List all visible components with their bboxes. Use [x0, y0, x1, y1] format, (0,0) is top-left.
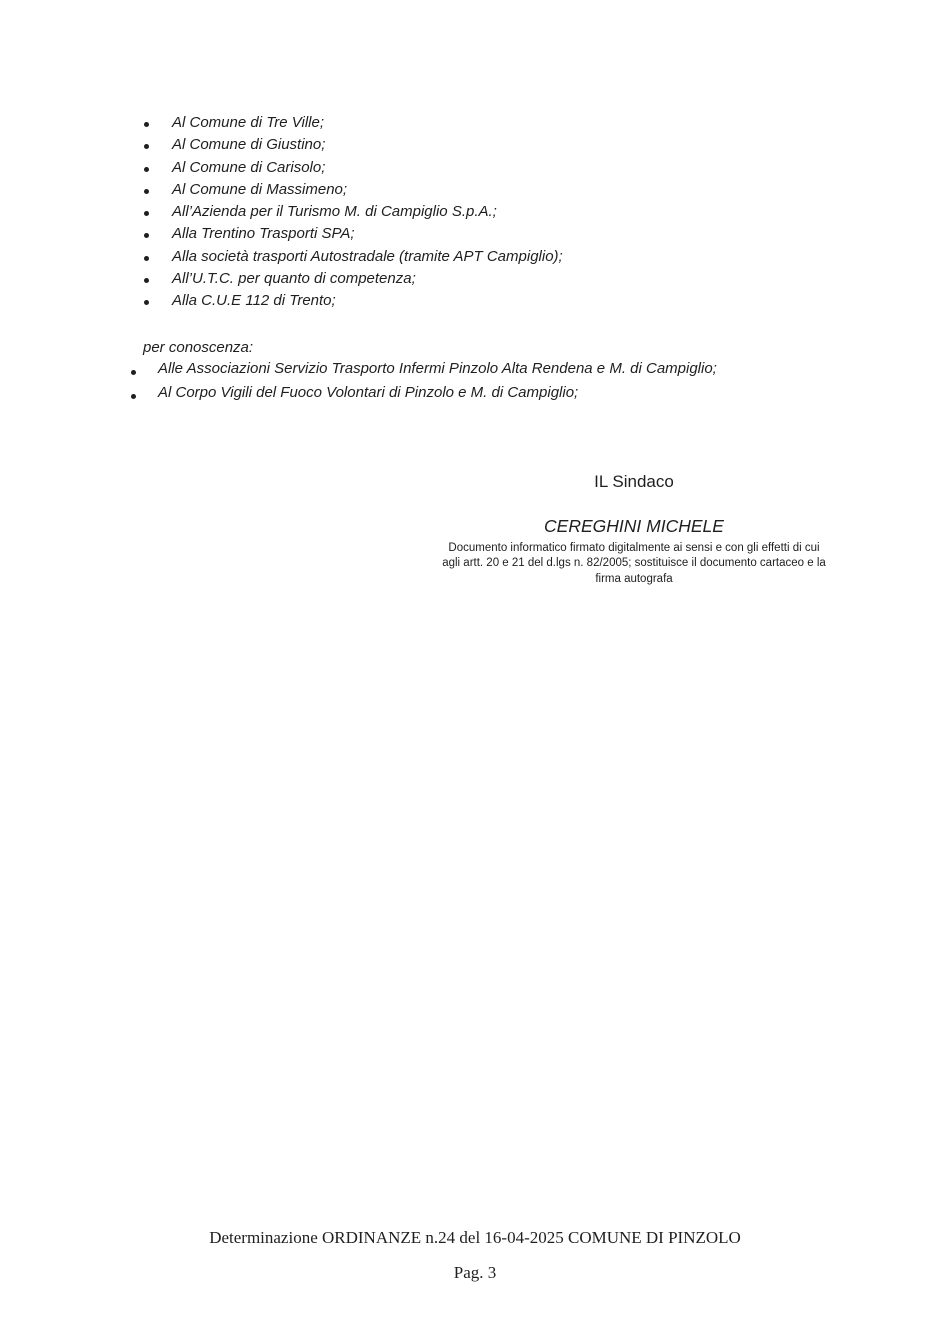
cc-recipients-list	[130, 357, 717, 404]
cc-recipient-item	[130, 357, 717, 381]
bullet-icon	[144, 256, 149, 261]
recipient-item	[143, 268, 563, 290]
recipient-item	[143, 290, 563, 312]
bullet-icon	[144, 144, 149, 149]
recipient-item	[143, 157, 563, 179]
footer-page-number: Pag. 3	[453, 1263, 497, 1282]
bullet-icon	[144, 167, 149, 172]
recipient-item	[143, 223, 563, 245]
recipient-text: Alla società trasporti Autostradale (tramite APT Campiglio);	[172, 247, 563, 265]
recipient-item	[143, 246, 563, 268]
bullet-icon	[144, 278, 149, 283]
signature-note	[434, 541, 834, 587]
cc-recipient-text: Alle Associazioni Servizio Trasporto Infermi Pinzolo Alta Rendena e M. di Campiglio;	[158, 360, 717, 377]
bullet-icon	[131, 394, 136, 399]
recipient-text: Al Comune di Massimeno;	[172, 180, 348, 198]
cc-heading: per conoscenza:	[143, 339, 254, 356]
footer-reference: Determinazione ORDINANZE n.24 del 16-04-2025 COMUNE DI PINZOLO	[209, 1228, 741, 1247]
recipient-item	[143, 201, 563, 223]
recipient-text: Al Comune di Giustino;	[172, 136, 326, 154]
signature-role: IL Sindaco	[594, 472, 674, 491]
bullet-icon	[144, 300, 149, 305]
signature-block	[434, 472, 834, 587]
recipient-text: Alla Trentino Trasporti SPA;	[172, 225, 355, 243]
recipient-item	[143, 112, 563, 134]
signature-note-line: firma autografa	[595, 572, 673, 585]
recipient-text: Alla C.U.E 112 di Trento;	[172, 292, 336, 310]
cc-recipient-item	[130, 381, 717, 405]
bullet-icon	[144, 122, 149, 127]
recipients-list	[143, 112, 563, 313]
recipient-text: All’U.T.C. per quanto di competenza;	[172, 270, 416, 288]
signature-name: CEREGHINI MICHELE	[544, 516, 724, 536]
bullet-icon	[144, 233, 149, 238]
recipient-text: Al Comune di Carisolo;	[172, 158, 326, 176]
bullet-icon	[131, 370, 136, 375]
bullet-icon	[144, 211, 149, 216]
cc-recipient-text: Al Corpo Vigili del Fuoco Volontari di Pinzolo e M. di Campiglio;	[158, 383, 579, 401]
recipient-text: All’Azienda per il Turismo M. di Campiglio S.p.A.;	[172, 203, 497, 221]
recipient-item	[143, 179, 563, 201]
signature-note-line: agli artt. 20 e 21 del d.lgs n. 82/2005; sostituisce il documento cartaceo e la	[442, 557, 826, 570]
bullet-icon	[144, 189, 149, 194]
recipient-text: Al Comune di Tre Ville;	[172, 114, 325, 131]
signature-note-line: Documento informatico firmato digitalmente ai sensi e con gli effetti di cui	[448, 542, 820, 554]
recipient-item	[143, 134, 563, 156]
